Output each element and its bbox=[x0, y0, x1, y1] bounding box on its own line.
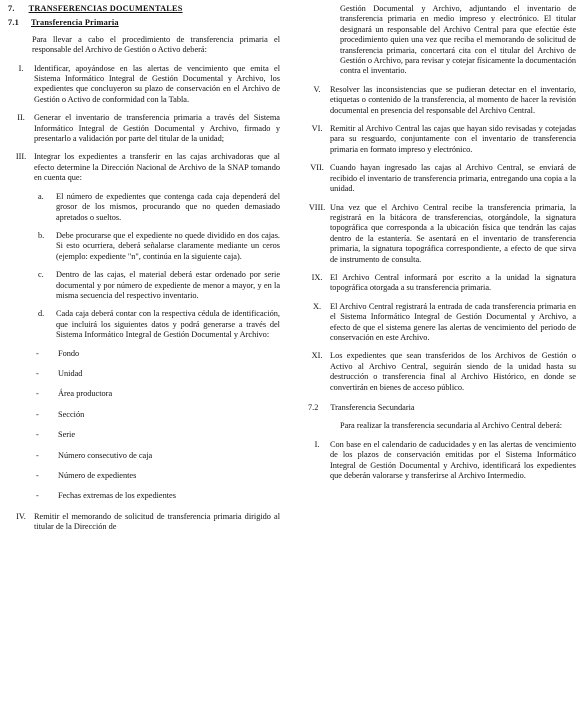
dash-item bbox=[36, 410, 280, 420]
item-number: III. bbox=[15, 152, 27, 162]
dash-text: Fondo bbox=[58, 348, 80, 358]
subsection-title: Transferencia Primaria bbox=[30, 18, 119, 28]
list-item bbox=[304, 85, 576, 116]
item-number: V. bbox=[313, 84, 321, 94]
item-number: IX. bbox=[311, 272, 323, 282]
list-item bbox=[304, 163, 576, 194]
dash-item bbox=[36, 471, 280, 481]
list-item bbox=[304, 203, 576, 265]
list-item bbox=[8, 64, 280, 106]
item-text: Cuando hayan ingresado las cajas al Archivo Central, se enviará de recibido el inventario de transferencia primaria, entregando una copia a la unidad. bbox=[330, 163, 576, 194]
list-item bbox=[304, 351, 576, 393]
item-number: I. bbox=[18, 63, 24, 73]
subsection-title: Transferencia Secundaria bbox=[330, 403, 415, 412]
dash-marker: - bbox=[36, 430, 39, 440]
intro-paragraph: Para llevar a cabo el procedimiento de transferencia primaria el responsable del Archivo de Gestión o Activo deberá: bbox=[32, 34, 280, 55]
dash-text: Serie bbox=[58, 430, 76, 440]
item-number: VIII. bbox=[308, 202, 326, 212]
dash-marker: - bbox=[36, 491, 39, 501]
sub-item-letter: d. bbox=[38, 309, 45, 319]
item-number: II. bbox=[17, 113, 25, 123]
sub-item-text: Debe procurarse que el expediente no quede dividido en dos cajas. Si esto ocurriera, deberá señalarse claramente mediante un ceros (ejemplo: expediente "n", continúa en la siguiente caja). bbox=[56, 230, 280, 261]
list-item bbox=[8, 152, 280, 183]
subsection-heading-7-1 bbox=[8, 18, 280, 28]
list-item bbox=[304, 440, 576, 482]
sub-item-text: El número de expedientes que contenga cada caja dependerá del grosor de los mismos, procurando que no queden demasiado apretados o sueltos. bbox=[56, 191, 280, 222]
dash-text: Número consecutivo de caja bbox=[58, 450, 153, 460]
dash-item bbox=[36, 491, 280, 501]
dash-marker: - bbox=[36, 471, 39, 480]
list-item bbox=[304, 273, 576, 294]
item-text: Generar el inventario de transferencia primaria a través del Sistema Informático Integral de Gestión Documental y Archivo, firmado y presentarlo a validación por parte del titular de la unidad; bbox=[34, 113, 280, 144]
item-text: Remitir al Archivo Central las cajas que hayan sido revisadas y cotejadas para su resguardo, conjuntamente con el inventario de transferencia primaria en formato impreso y electrónico. bbox=[330, 124, 576, 154]
item-text: Identificar, apoyándose en las alertas de vencimiento que emita el Sistema Informático Integral de Gestión Documental y Archivo, los expedientes que concluyeron su plazo de conservación en el Archivo de Gestión o Activo de conformidad con la Tabla. bbox=[34, 63, 280, 104]
continued-paragraph: Gestión Documental y Archivo, adjuntando el inventario de transferencia primaria en medio impreso y electrónico. El titular designará un responsable del Archivo Central para que efectúe éste procedimiento quien una vez que reciba el memorando de solicitud de transferencia primaria, concertará cita con el titular del Archivo de Gestión o Archivo, para revisar y cotejar físicamente la documentación contra el inventario. bbox=[340, 4, 576, 76]
list-item bbox=[8, 512, 280, 533]
item-text: Con base en el calendario de caducidades y en las alertas de vencimiento de los plazos de conservación emitidas por el Sistema Informático Integral de Gestión Documental y Archivo, identificará los expedientes que deberán valorarse y transferirse al Archivo Intermedio. bbox=[330, 439, 576, 481]
item-text: Una vez que el Archivo Central recibe la transferencia primaria, la registrará en la bitácora de transferencias, otorgándole, la signatura topográfica que corresponda a la ubicación física que tendrán las cajas dentro de la estantería. Se asentará en el inventario de transferencia primaria, la signatura topográfica correspondiente, a efecto de que sirva de instrumento de consulta. bbox=[330, 202, 576, 264]
item-number: VII. bbox=[310, 163, 324, 173]
dash-text: Sección bbox=[58, 409, 85, 419]
intro-paragraph-secondary: Para realizar la transferencia secundaria al Archivo Central deberá: bbox=[340, 421, 563, 431]
sub-item-letter: c. bbox=[38, 270, 44, 280]
dash-item bbox=[36, 430, 280, 440]
dash-text: Número de expedientes bbox=[58, 471, 137, 480]
sub-item-text: Dentro de las cajas, el material deberá estar ordenado por serie documental y por número de expediente de menor a mayor, y en la misma secuencia del respectivo inventario. bbox=[56, 270, 280, 300]
list-item bbox=[304, 124, 576, 155]
dash-marker: - bbox=[36, 450, 39, 460]
item-number: X. bbox=[312, 301, 322, 311]
sub-item bbox=[38, 192, 280, 223]
item-text: Remitir el memorando de solicitud de transferencia primaria dirigido al titular de la Dirección de bbox=[34, 511, 280, 532]
dash-text: Unidad bbox=[58, 368, 83, 378]
list-item bbox=[8, 113, 280, 144]
item-number: VI. bbox=[311, 124, 323, 134]
sub-item bbox=[38, 270, 280, 301]
dash-item bbox=[36, 451, 280, 461]
dash-item bbox=[36, 349, 280, 359]
dash-marker: - bbox=[36, 348, 39, 358]
item-number: IV. bbox=[16, 511, 26, 521]
section-number: 7. bbox=[8, 4, 15, 13]
section-heading bbox=[8, 4, 280, 14]
sub-item-letter: b. bbox=[38, 230, 45, 240]
dash-item bbox=[36, 389, 280, 399]
left-column bbox=[8, 4, 280, 541]
subsection-number: 7.2 bbox=[308, 403, 319, 412]
item-text: El Archivo Central registrará la entrada de cada transferencia primaria en el Sistema Informático Integral de Gestión Documental y Archivo, a efecto de que el sistema genere las alertas de vencimiento del periodo de conservación en este Archivo. bbox=[330, 301, 576, 342]
right-column bbox=[304, 4, 576, 489]
section-title: TRANSFERENCIAS DOCUMENTALES bbox=[28, 4, 183, 13]
dash-marker: - bbox=[36, 389, 39, 399]
item-text: Los expedientes que sean transferidos de los Archivos de Gestión o Activo al Archivo Central, seguirán siendo de la unidad hasta su destrucción o transferencia final al Archivo Histórico, en donde se convertirán en bienes de acceso público. bbox=[330, 351, 576, 392]
sub-item-letter: a. bbox=[38, 191, 44, 201]
item-number: I. bbox=[314, 439, 320, 449]
item-number: XI. bbox=[311, 351, 323, 361]
dash-item bbox=[36, 369, 280, 379]
list-item bbox=[304, 302, 576, 344]
item-text: Integrar los expedientes a transferir en las cajas archivadoras que al efecto determine la Dirección Nacional de Archivo de la SNAP tomando en cuenta que: bbox=[34, 152, 280, 183]
subsection-heading-7-2 bbox=[308, 403, 576, 413]
item-text: El Archivo Central informará por escrito a la unidad la signatura topográfica otorgada a su transferencia primaria. bbox=[330, 272, 576, 293]
item-text: Resolver las inconsistencias que se pudieran detectar en el inventario, etiquetas o contenido de la transferencia, al momento de hacer la revisión documental en presencia del responsable del Archivo Central. bbox=[330, 84, 576, 115]
dash-text: Fechas extremas de los expedientes bbox=[58, 491, 176, 501]
dash-marker: - bbox=[36, 368, 39, 378]
dash-marker: - bbox=[36, 409, 39, 419]
dash-text: Área productora bbox=[58, 389, 113, 399]
sub-item-text: Cada caja deberá contar con la respectiva cédula de identificación, que incluirá los siguientes datos y podrá generarse a través del Sistema Informático Integral de Gestión Documental y Archivo: bbox=[56, 309, 280, 340]
subsection-number: 7.1 bbox=[8, 18, 19, 28]
sub-item bbox=[38, 231, 280, 262]
sub-item bbox=[38, 309, 280, 340]
